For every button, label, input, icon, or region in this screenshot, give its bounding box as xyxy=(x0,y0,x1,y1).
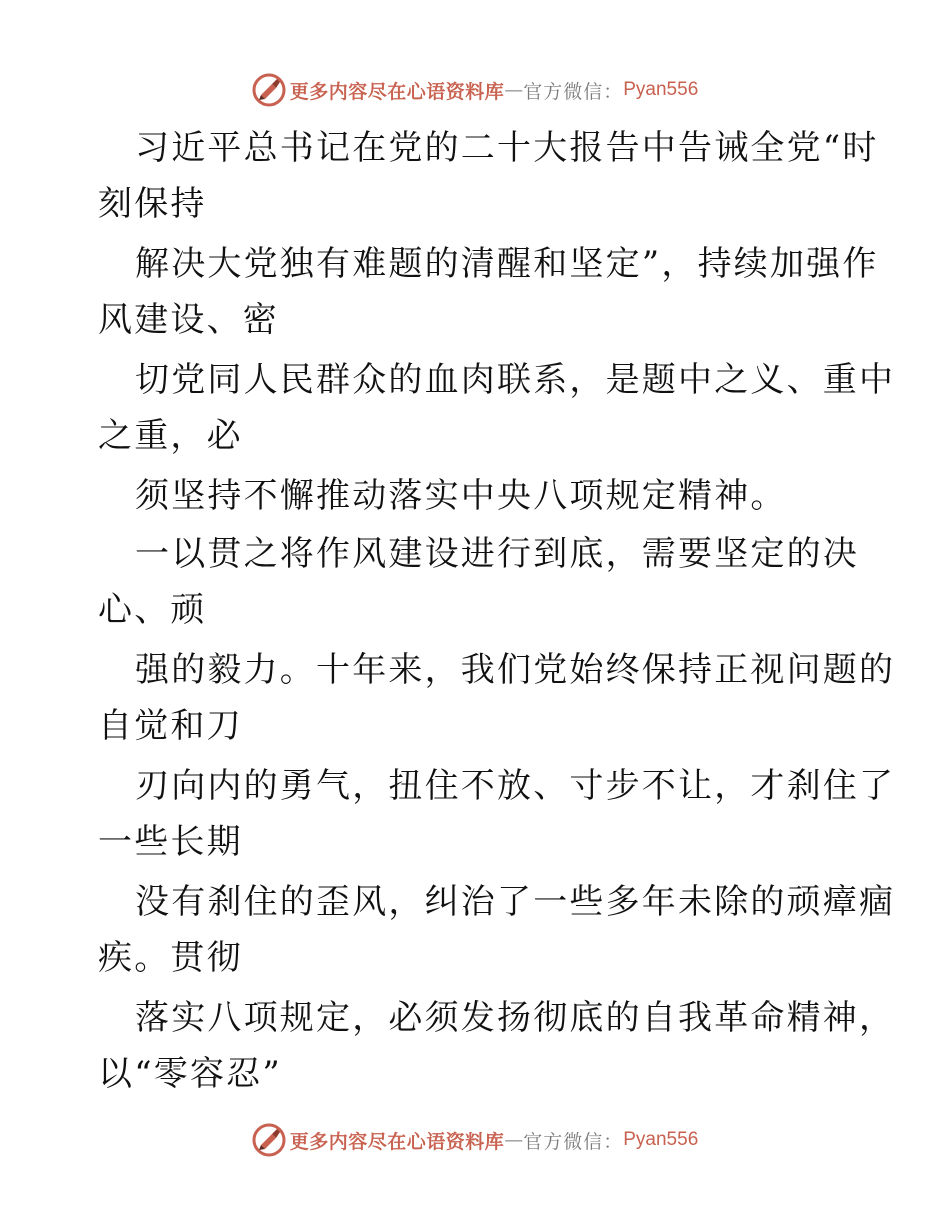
body-line-14: 没有刹住的歪风，纠治了一些多年未除的顽瘴痼 xyxy=(135,882,896,922)
body-line-1: 习近平总书记在党的二十大报告中告诫全党“时 xyxy=(135,128,879,168)
footer-wechat-id: Pyan556 xyxy=(623,1129,699,1150)
body-line-9: 心、顽 xyxy=(98,590,207,630)
body-line-6: 之重，必 xyxy=(98,416,243,456)
body-line-15: 疾。贯彻 xyxy=(98,938,243,978)
body-line-16: 落实八项规定，必须发扬彻底的自我革命精神， xyxy=(135,998,896,1038)
header-watermark-banner xyxy=(0,70,950,110)
body-line-3: 解决大党独有难题的清醒和坚定”，持续加强作 xyxy=(135,244,879,284)
body-line-12: 刃向内的勇气，扭住不放、寸步不让，才刹住了 xyxy=(135,766,896,806)
body-line-4: 风建设、密 xyxy=(98,300,279,340)
body-line-17: 以“零容忍” xyxy=(98,1054,282,1094)
header-wechat-label: 官方微信： xyxy=(523,80,624,103)
footer-brand-text: 更多内容尽在心语资料库 xyxy=(289,1130,505,1153)
header-separator: — xyxy=(504,79,524,101)
body-line-2: 刻保持 xyxy=(98,184,207,224)
body-line-7: 须坚持不懈推动落实中央八项规定精神。 xyxy=(135,476,787,516)
quill-book-icon xyxy=(252,73,286,107)
body-line-13: 一些长期 xyxy=(98,822,243,862)
footer-wechat-label: 官方微信： xyxy=(523,1130,624,1153)
footer-separator: — xyxy=(504,1129,524,1151)
body-line-5: 切党同人民群众的血肉联系，是题中之义、重中 xyxy=(135,360,896,400)
body-line-8: 一以贯之将作风建设进行到底，需要坚定的决 xyxy=(135,534,859,574)
body-line-10: 强的毅力。十年来，我们党始终保持正视问题的 xyxy=(135,650,896,690)
header-brand-text: 更多内容尽在心语资料库 xyxy=(289,80,505,103)
header-wechat-id: Pyan556 xyxy=(623,79,699,100)
footer-watermark-banner xyxy=(0,1120,950,1160)
body-line-11: 自觉和刀 xyxy=(98,706,243,746)
quill-book-icon xyxy=(252,1123,286,1157)
